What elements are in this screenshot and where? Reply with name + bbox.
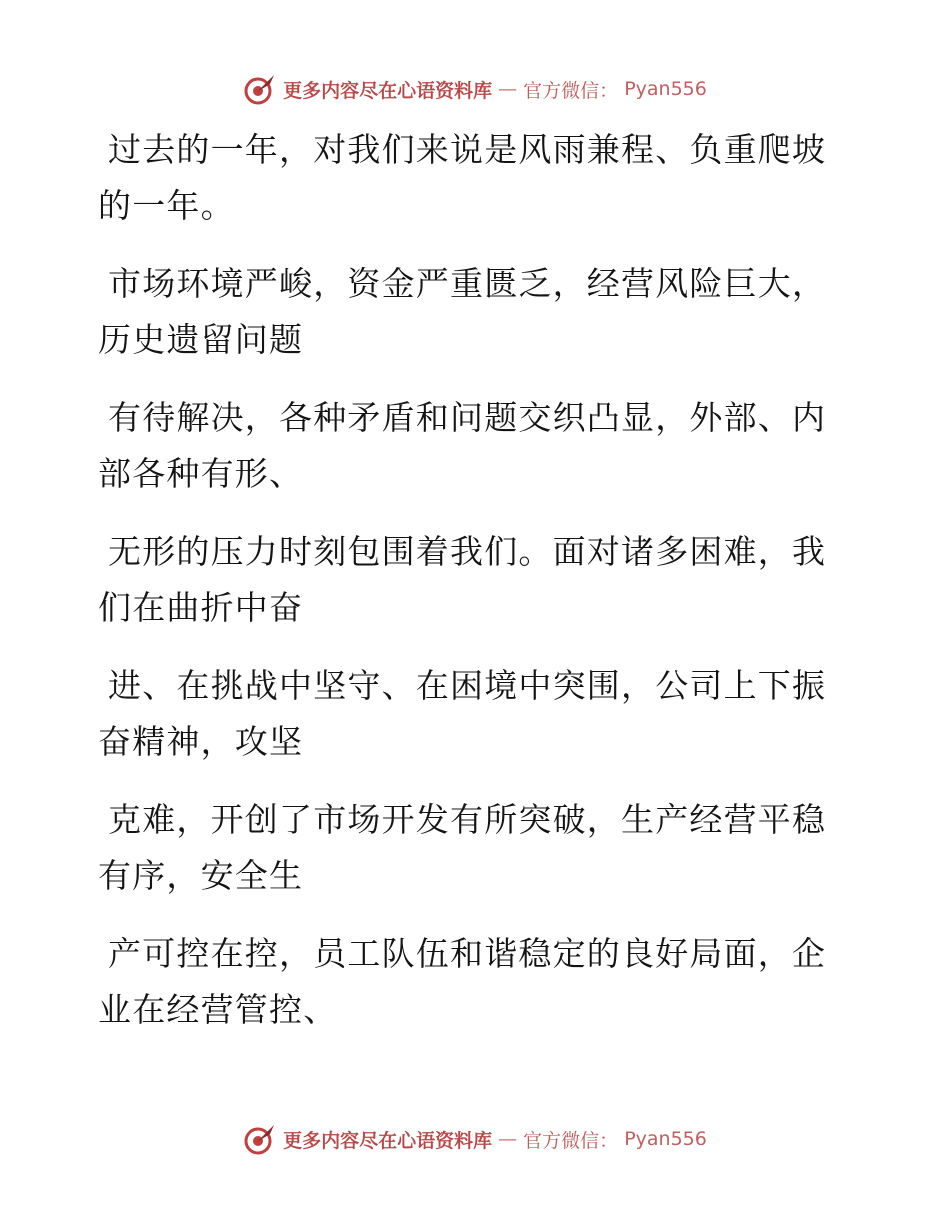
paragraph [98,256,838,368]
header-watermark [0,72,950,106]
quill-logo-icon [243,1122,277,1156]
paragraph [98,926,838,1038]
paragraph-line: 有待解决，各种矛盾和问题交织凸显，外部、内 [108,398,827,437]
paragraph-line: 有序，安全生 [98,856,304,895]
watermark-title: 更多内容尽在心语资料库 [283,1129,493,1152]
paragraph-line: 过去的一年，对我们来说是风雨兼程、负重爬坡 [108,130,827,169]
paragraph-line: 产可控在控，员工队伍和谐稳定的良好局面，企 [108,934,827,973]
paragraph [98,524,838,636]
watermark-dash: — [498,78,518,100]
watermark-wechat-label: 官方微信： [523,79,619,102]
paragraph-line: 奋精神，攻坚 [98,722,304,761]
paragraph-line: 们在曲折中奋 [98,588,304,627]
watermark-wechat-label: 官方微信： [523,1129,619,1152]
paragraph [98,122,838,234]
paragraph-line: 进、在挑战中坚守、在困境中突围，公司上下振 [108,666,827,705]
paragraph-line: 无形的压力时刻包围着我们。面对诸多困难，我 [108,532,827,571]
paragraph [98,390,838,502]
document-body [98,122,838,1060]
watermark-wechat-id: Pyan556 [624,78,707,100]
paragraph-line: 业在经营管控、 [98,990,338,1029]
watermark-wechat-id: Pyan556 [624,1128,707,1150]
quill-logo-icon [243,72,277,106]
paragraph-line: 克难，开创了市场开发有所突破，生产经营平稳 [108,800,827,839]
paragraph [98,658,838,770]
watermark-dash: — [498,1128,518,1150]
paragraph-line: 部各种有形、 [98,454,304,493]
paragraph-line: 历史遗留问题 [98,320,304,359]
paragraph-line: 的一年。 [98,186,235,225]
paragraph-line: 市场环境严峻，资金严重匮乏，经营风险巨大， [108,264,827,303]
footer-watermark [0,1122,950,1156]
watermark-title: 更多内容尽在心语资料库 [283,79,493,102]
paragraph [98,792,838,904]
